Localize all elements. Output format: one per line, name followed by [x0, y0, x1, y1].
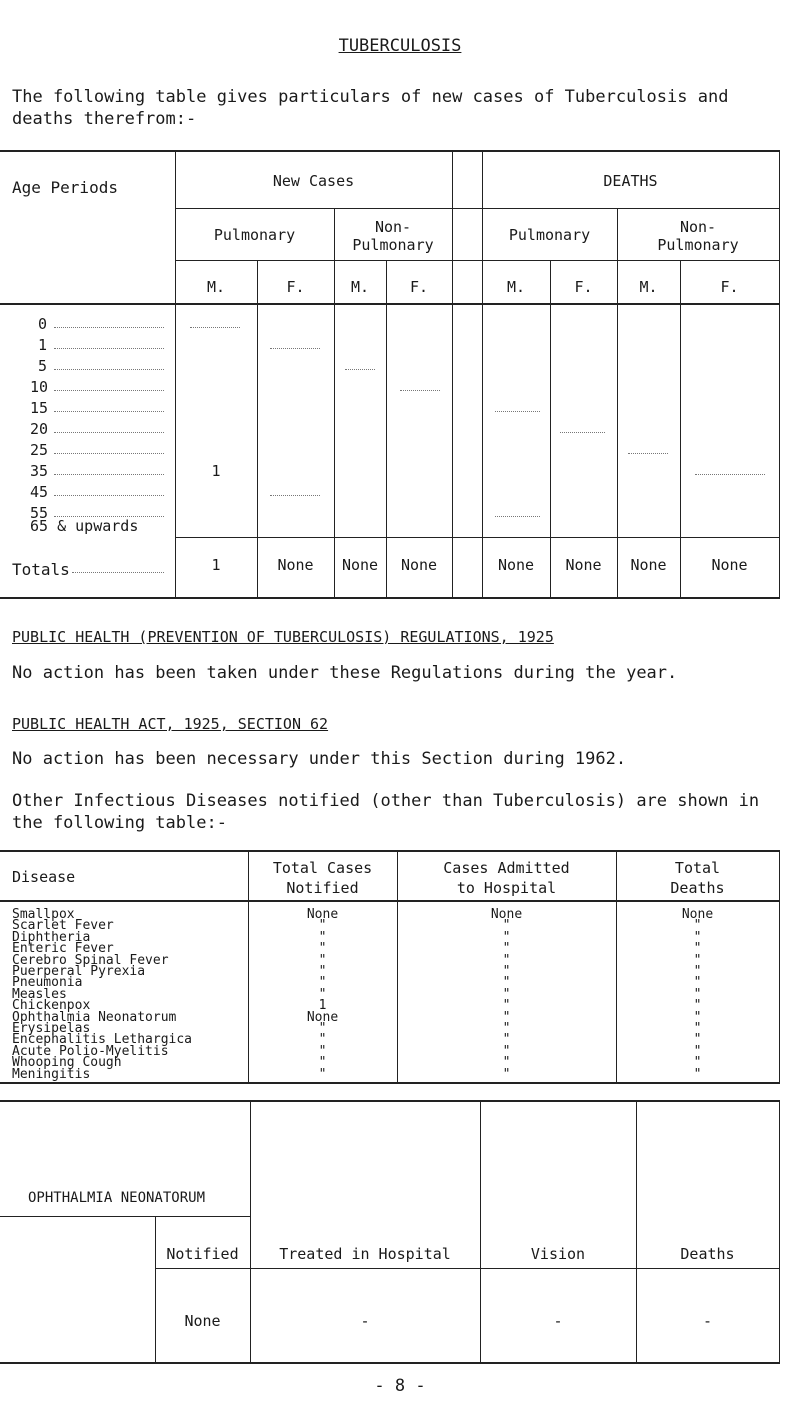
col-deaths: DEATHS: [603, 172, 658, 190]
disease-name: Ophthalmia Neonatorum: [12, 1010, 177, 1025]
deaths-count: ": [693, 1021, 702, 1036]
deaths-count: ": [693, 1032, 702, 1047]
page-title: TUBERCULOSIS: [338, 36, 462, 56]
new-nonpulm-m-header: M.: [350, 278, 370, 296]
admitted-count: ": [502, 930, 511, 945]
notified-header: Notified: [166, 1245, 239, 1263]
deaths-pulmonary-header: Pulmonary: [508, 226, 591, 244]
disease-name: Erysipelas: [12, 1021, 91, 1036]
deaths-non-pulmonary-header: Non- Pulmonary: [657, 218, 739, 254]
total-cell: None: [497, 556, 535, 574]
deaths-count: ": [693, 941, 702, 956]
deaths-count: ": [693, 1044, 702, 1059]
notified-count: ": [318, 918, 327, 933]
section-heading: PUBLIC HEALTH ACT, 1925, SECTION 62: [12, 715, 329, 733]
notified-count: None: [306, 907, 339, 922]
admitted-count: ": [502, 975, 511, 990]
admitted-count: ": [502, 964, 511, 979]
disease-name: Cerebro Spinal Fever: [12, 953, 169, 968]
disease-name: Scarlet Fever: [12, 918, 114, 933]
disease-header: Disease: [12, 868, 76, 886]
deaths-count: ": [693, 1067, 702, 1082]
section-text: No action has been taken under these Regulations during the year.: [12, 663, 678, 683]
deaths-pulm-m-header: M.: [506, 278, 526, 296]
treated-header: Treated in Hospital: [279, 1245, 451, 1263]
notified-count: ": [318, 930, 327, 945]
vision-value: -: [553, 1312, 563, 1330]
age-period-label: 0: [38, 315, 48, 333]
deaths-nonpulm-m-header: M.: [639, 278, 658, 296]
vision-header: Vision: [530, 1245, 586, 1263]
deaths-count: ": [693, 918, 702, 933]
disease-name: Smallpox: [12, 907, 75, 922]
deaths-count: ": [693, 964, 702, 979]
age-period-label: 20: [30, 420, 49, 438]
deaths-count: ": [693, 1055, 702, 1070]
new-nonpulm-f-header: F.: [409, 278, 429, 296]
total-cell: None: [277, 556, 314, 574]
total-deaths-header: Total Deaths: [670, 859, 725, 897]
new-pulm-f-header: F.: [286, 278, 305, 296]
notified-count: ": [318, 975, 327, 990]
disease-name: Whooping Cough: [12, 1055, 122, 1070]
deaths-count: ": [693, 998, 702, 1013]
notified-count: None: [306, 1010, 339, 1025]
totals-label: Totals: [12, 560, 70, 579]
new-pulm-m-header: M.: [206, 278, 226, 296]
deaths-count: ": [693, 975, 702, 990]
admitted-count: ": [502, 1021, 511, 1036]
total-notified-header: Total Cases Notified: [272, 859, 373, 897]
admitted-header: Cases Admitted to Hospital: [443, 859, 570, 897]
admitted-count: ": [502, 1067, 511, 1082]
deaths-count: None: [681, 907, 714, 922]
section-text: No action has been necessary under this Section during 1962.: [12, 749, 627, 769]
admitted-count: ": [502, 1055, 511, 1070]
new-pulm-m-value: 1: [211, 462, 221, 480]
notified-count: ": [318, 1021, 327, 1036]
col-age-periods: Age Periods: [12, 178, 118, 197]
notified-count: ": [318, 1067, 327, 1082]
age-period-label: 15: [30, 399, 49, 417]
notified-value: None: [184, 1312, 221, 1330]
new-pulmonary-header: Pulmonary: [213, 226, 296, 244]
deaths-pulm-f-header: F.: [574, 278, 593, 296]
notified-count: ": [318, 953, 327, 968]
ophthalmia-title: OPHTHALMIA NEONATORUM: [28, 1190, 206, 1206]
disease-name: Enteric Fever: [12, 941, 114, 956]
deaths-count: ": [693, 930, 702, 945]
disease-name: Encephalitis Lethargica: [12, 1032, 193, 1047]
total-cell: None: [341, 556, 379, 574]
deaths-header: Deaths: [680, 1245, 735, 1263]
admitted-count: ": [502, 1044, 511, 1059]
age-period-label: 35: [30, 462, 49, 480]
admitted-count: ": [502, 1032, 511, 1047]
admitted-count: None: [490, 907, 523, 922]
section-heading: PUBLIC HEALTH (PREVENTION OF TUBERCULOSIS) REGULATIONS, 1925: [12, 628, 554, 646]
intro-text: The following table gives particulars of new cases of Tuberculosis and deaths therefrom:-: [12, 87, 739, 129]
total-cell: 1: [211, 556, 221, 574]
admitted-count: ": [502, 918, 511, 933]
disease-name: Pneumonia: [12, 975, 83, 990]
disease-name: Diphtheria: [12, 930, 91, 945]
age-period-label: 5: [38, 357, 48, 375]
notified-count: 1: [318, 998, 327, 1013]
treated-value: -: [360, 1312, 370, 1330]
disease-name: Chickenpox: [12, 998, 91, 1013]
deaths-nonpulm-f-header: F.: [720, 278, 739, 296]
notified-count: ": [318, 1032, 327, 1047]
age-period-label: 25: [30, 441, 49, 459]
admitted-count: ": [502, 941, 511, 956]
admitted-count: ": [502, 1010, 511, 1025]
disease-name: Acute Polio-Myelitis: [12, 1044, 169, 1059]
age-period-label: 45: [30, 483, 49, 501]
notified-count: ": [318, 1044, 327, 1059]
total-cell: None: [630, 556, 667, 574]
total-cell: None: [565, 556, 602, 574]
notified-count: ": [318, 1055, 327, 1070]
admitted-count: ": [502, 998, 511, 1013]
new-non-pulmonary-header: Non- Pulmonary: [352, 218, 434, 254]
total-cell: None: [400, 556, 438, 574]
notified-count: ": [318, 964, 327, 979]
notified-count: ": [318, 941, 327, 956]
disease-name: Meningitis: [12, 1067, 91, 1082]
deaths-count: ": [693, 987, 702, 1002]
deaths-count: ": [693, 953, 702, 968]
deaths-value: -: [702, 1312, 713, 1330]
page-number: - 8 -: [374, 1376, 426, 1396]
notified-count: ": [318, 987, 327, 1002]
age-period-label: 55: [30, 504, 49, 522]
total-cell: None: [711, 556, 748, 574]
disease-name: Measles: [12, 987, 67, 1002]
age-period-label: 65 & upwards: [30, 517, 139, 535]
disease-name: Puerperal Pyrexia: [12, 964, 146, 979]
age-period-label: 10: [30, 378, 49, 396]
admitted-count: ": [502, 953, 511, 968]
deaths-count: ": [693, 1010, 702, 1025]
age-period-label: 1: [38, 336, 48, 354]
col-new-cases: New Cases: [272, 172, 355, 190]
other-diseases-text: Other Infectious Diseases notified (other than Tuberculosis) are shown in the following table:-: [12, 791, 770, 833]
admitted-count: ": [502, 987, 511, 1002]
